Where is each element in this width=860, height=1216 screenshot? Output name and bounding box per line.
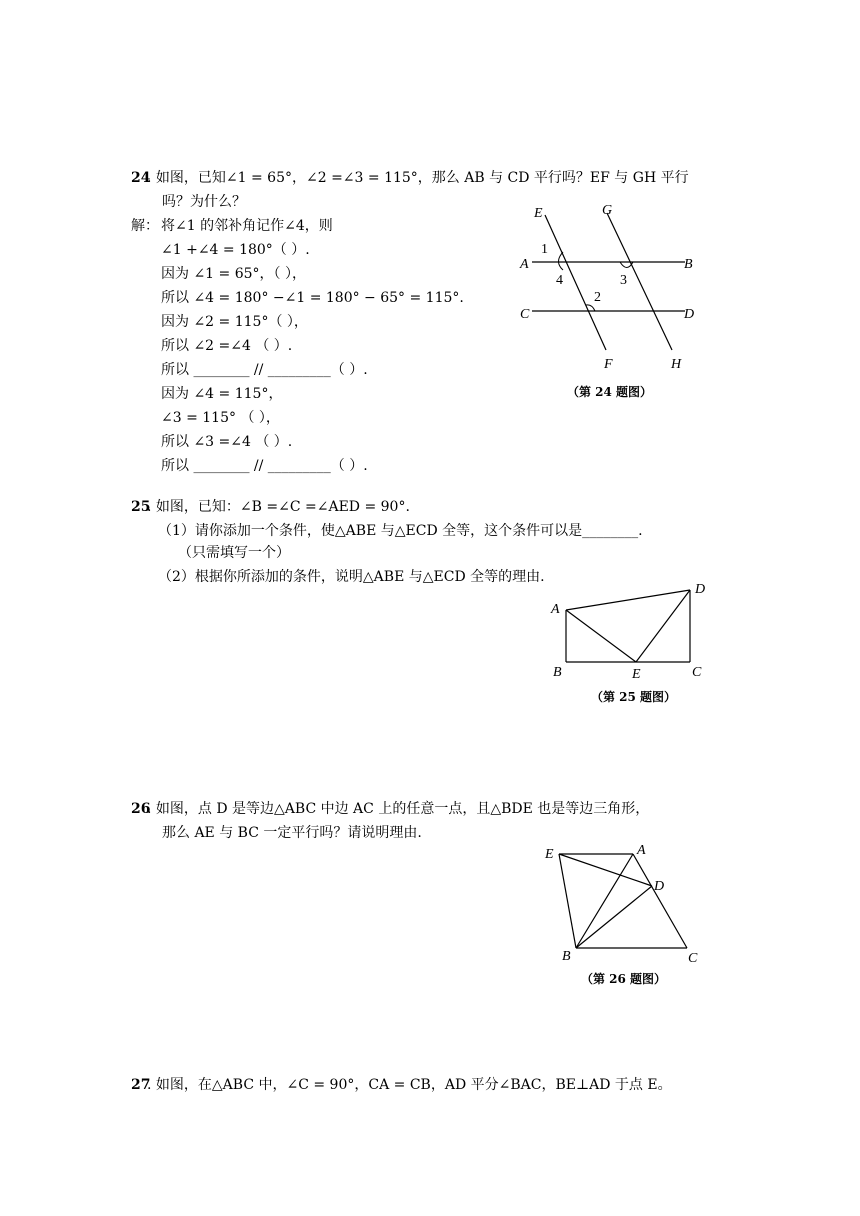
q24-step: 因为 ∠2 = 115°（ ）， (161, 314, 308, 330)
q24-step: 将∠1 的邻补角记作∠4，则 (161, 218, 333, 234)
q26-line1: . 如图，点 D 是等边△ABC 中边 AC 上的任意一点，且△BDE 也是等边三角形， (147, 801, 650, 817)
q24-line2: 吗？为什么？ (162, 194, 246, 210)
q24-step: 所以 ________ // _________（ ）. (161, 458, 368, 474)
q27-number: 27 (131, 1077, 151, 1093)
q25-label-B: B (553, 665, 562, 680)
q24-label-C: C (520, 307, 530, 322)
q25-label-A: A (551, 602, 560, 617)
q24-step: 所以 ∠2 =∠4 （ ）. (161, 338, 293, 354)
q25-figure (545, 580, 715, 680)
q26-figure (540, 840, 710, 970)
q24-step: ∠3 = 115° （ ）， (161, 410, 280, 426)
q24-angle-2: 2 (594, 290, 601, 305)
q25-caption: （第 25 题图） (591, 690, 677, 704)
q24-solution-label: 解： (131, 218, 159, 234)
q25-label-E: E (632, 667, 641, 682)
q24-label-B: B (684, 257, 693, 272)
q24-step: 所以 ∠3 =∠4 （ ）. (161, 434, 293, 450)
q24-step: 所以 ∠4 = 180° −∠1 = 180° − 65° = 115°. (161, 290, 464, 306)
q24-label-G: G (602, 203, 613, 218)
q25-label-C: C (692, 665, 702, 680)
q26-label-A: A (637, 843, 646, 858)
q24-step: ∠1 +∠4 = 180°（ ）. (161, 242, 310, 258)
q24-step: 因为 ∠4 = 115°， (161, 386, 283, 402)
q24-line1: . 如图，已知∠1 = 65°，∠2 =∠3 = 115°，那么 AB 与 CD 平行吗？EF 与 GH 平行 (147, 170, 689, 186)
q26-label-E: E (545, 847, 554, 862)
q24-label-F: F (604, 357, 613, 372)
q24-label-H: H (671, 357, 682, 372)
q26-caption: （第 26 题图） (581, 972, 667, 986)
q25-part1: （1）请你添加一个条件，使△ABE 与△ECD 全等，这个条件可以是________. (158, 523, 643, 539)
q24-label-E: E (534, 206, 543, 221)
q26-label-C: C (688, 951, 698, 966)
q24-angle-4: 4 (556, 273, 563, 288)
q24-angle-1: 1 (541, 242, 548, 257)
q27-line1: . 如图，在△ABC 中，∠C = 90°，CA = CB，AD 平分∠BAC，BE⊥AD 于点 E。 (147, 1077, 672, 1093)
q26-label-D: D (654, 879, 665, 894)
q24-number: 24 (131, 170, 151, 186)
q24-step: 因为 ∠1 = 65°，（ ）， (161, 266, 306, 282)
q25-label-D: D (695, 582, 706, 597)
q25-line1: . 如图，已知：∠B =∠C =∠AED = 90°. (147, 499, 410, 515)
q26-line2: 那么 AE 与 BC 一定平行吗？请说明理由. (162, 825, 422, 841)
q24-label-A: A (520, 257, 529, 272)
q24-caption: （第 24 题图） (567, 385, 653, 399)
q26-label-B: B (562, 949, 571, 964)
q24-step: 所以 ________ // _________（ ）. (161, 362, 368, 378)
q26-number: 26 (131, 801, 151, 817)
q25-part2: （2）根据你所添加的条件，说明△ABE 与△ECD 全等的理由. (158, 569, 545, 585)
q25-part1-note: （只需填写一个） (178, 545, 290, 561)
q24-angle-3: 3 (620, 273, 627, 288)
q24-label-D: D (684, 307, 695, 322)
q24-figure (510, 200, 710, 380)
q25-number: 25 (131, 499, 151, 515)
